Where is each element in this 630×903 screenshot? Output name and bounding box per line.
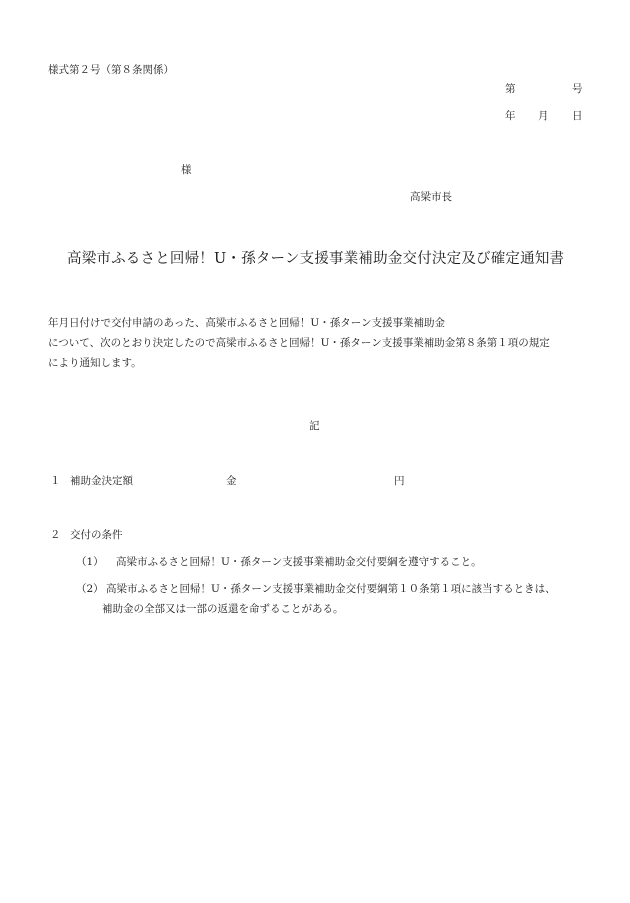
condition-2-number: （2） xyxy=(76,583,104,595)
body-year: 年 xyxy=(48,317,59,329)
item-1-label: 補助金決定額 xyxy=(70,475,133,487)
doc-date-year: 年 xyxy=(505,110,516,122)
body-paragraph xyxy=(48,313,588,373)
body-line-1-rest: 日付けで交付申請のあった、高梁市ふるさと回帰！U・孫ターン支援事業補助金 xyxy=(69,317,446,329)
item-2-number: ２ xyxy=(50,529,61,541)
addressee-suffix: 様 xyxy=(181,164,192,176)
item-1-en: 円 xyxy=(394,475,405,487)
doc-date-day: 日 xyxy=(572,110,583,122)
body-month: 月 xyxy=(58,317,69,329)
issuer: 高梁市長 xyxy=(410,191,452,203)
body-line-3: により通知します。 xyxy=(48,357,142,369)
condition-2-text-line-2: 補助金の全部又は一部の返還を命ずることがある。 xyxy=(102,603,344,615)
item-1-kin: 金 xyxy=(226,475,237,487)
item-2-label: 交付の条件 xyxy=(70,529,123,541)
body-line-2: について、次のとおり決定したので高梁市ふるさと回帰！U・孫ターン支援事業補助金第８条第１項の規定 xyxy=(48,337,550,349)
doc-number-go: 号 xyxy=(572,83,583,95)
condition-2-text-line-1: 高梁市ふるさと回帰！U・孫ターン支援事業補助金交付要綱第１０条第１項に該当するときは、 xyxy=(106,583,556,595)
body-line-1 xyxy=(48,313,588,333)
condition-1-text: 高梁市ふるさと回帰！U・孫ターン支援事業補助金交付要綱を遵守すること。 xyxy=(116,556,482,568)
condition-1-number: （1） xyxy=(76,556,104,568)
doc-date-month: 月 xyxy=(538,110,549,122)
ki-label: 記 xyxy=(309,420,320,432)
doc-number-dai: 第 xyxy=(505,83,516,95)
item-1-number: １ xyxy=(50,475,61,487)
form-label: 様式第２号（第８条関係） xyxy=(48,64,174,76)
document-title: 高梁市ふるさと回帰！U・孫ターン支援事業補助金交付決定及び確定通知書 xyxy=(67,251,565,267)
